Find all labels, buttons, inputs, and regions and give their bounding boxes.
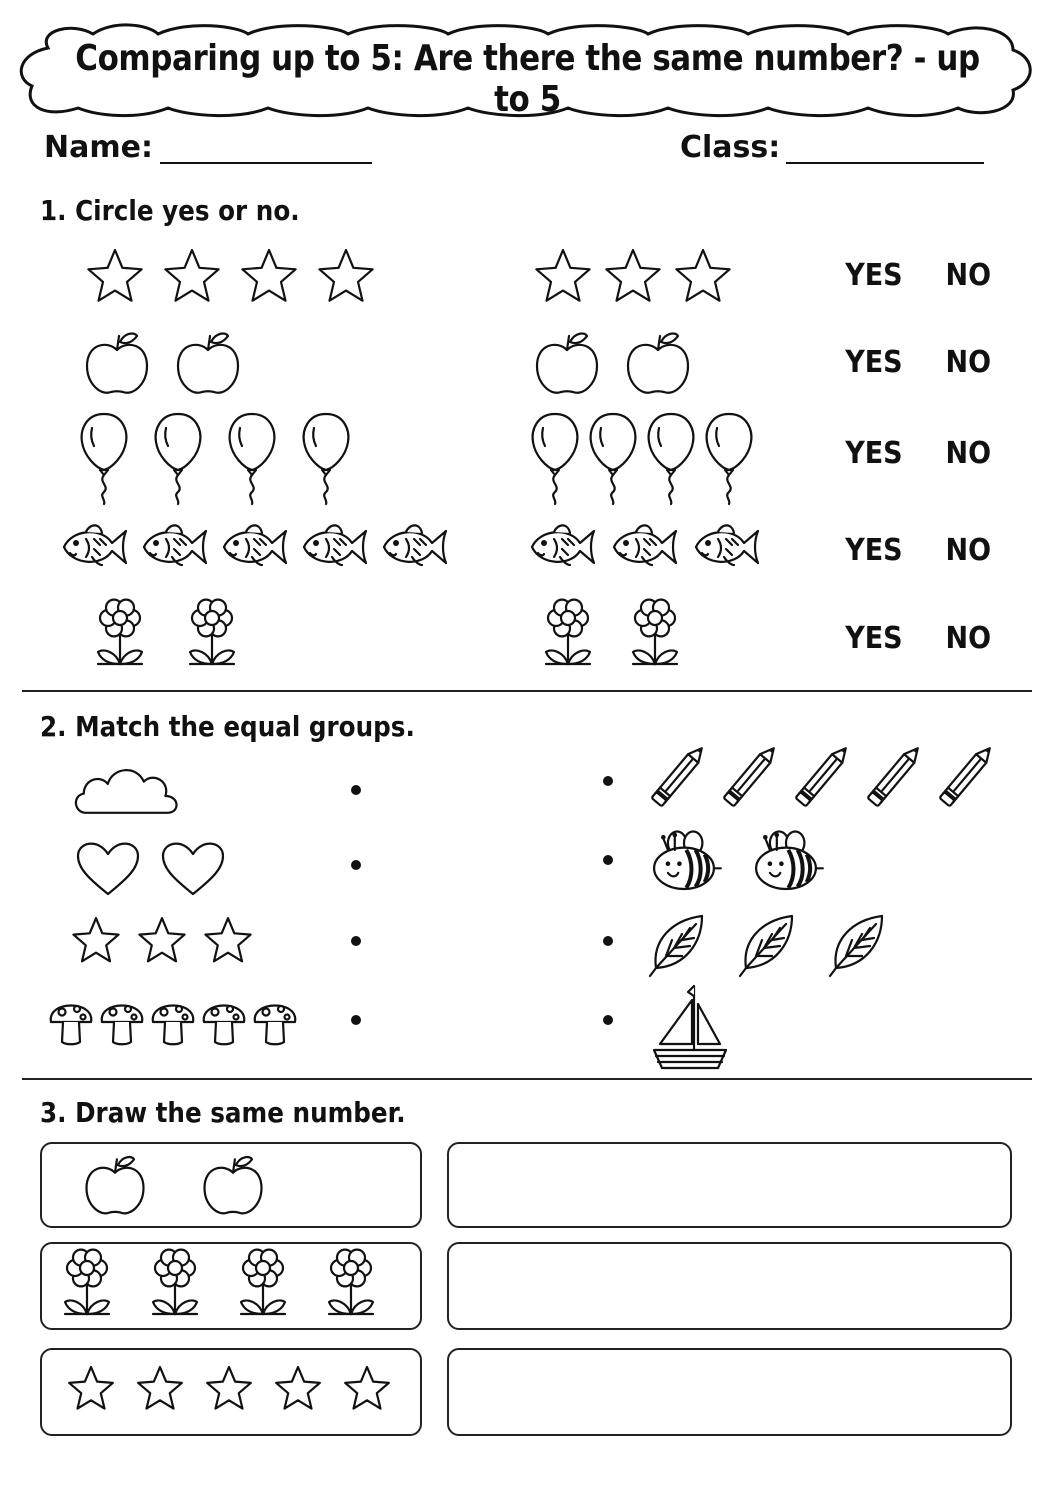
- pencil-icon: [867, 744, 922, 806]
- match-dot-left-2[interactable]: [351, 860, 361, 870]
- balloon-icon: [649, 414, 694, 504]
- fish-icon: [384, 525, 446, 565]
- flower-icon: [633, 600, 677, 664]
- bee-icon: [654, 832, 721, 890]
- no-option-row1[interactable]: NO: [945, 258, 992, 293]
- sailboat-icon: [654, 986, 726, 1068]
- heart-icon: [78, 844, 138, 894]
- fish-icon: [304, 525, 366, 565]
- fish-icon: [64, 525, 126, 565]
- match-dot-left-3[interactable]: [351, 936, 361, 946]
- yes-option-row1[interactable]: YES: [845, 258, 903, 293]
- yes-option-row4[interactable]: YES: [845, 533, 903, 568]
- no-option-row2[interactable]: NO: [945, 345, 992, 380]
- yes-option-row5[interactable]: YES: [845, 621, 903, 656]
- star-icon: [73, 918, 118, 961]
- match-dot-right-1[interactable]: [603, 776, 613, 786]
- star-icon: [165, 250, 218, 301]
- star-icon: [319, 250, 372, 301]
- section3-heading: 3. Draw the same number.: [40, 1096, 406, 1129]
- model-box-1: [40, 1142, 422, 1228]
- page-title: Comparing up to 5: Are there the same number? - up to 5: [75, 38, 980, 120]
- bee-icon: [756, 832, 823, 890]
- apple-icon: [178, 334, 238, 393]
- match-dot-right-3[interactable]: [603, 936, 613, 946]
- model-box-3: [40, 1348, 422, 1436]
- balloon-icon: [533, 414, 578, 504]
- draw-box-2[interactable]: [447, 1242, 1012, 1330]
- flower-icon: [546, 600, 590, 664]
- section-divider: [22, 690, 1032, 692]
- leaf-icon: [830, 916, 882, 976]
- match-dot-left-4[interactable]: [351, 1015, 361, 1025]
- star-icon: [242, 250, 295, 301]
- fish-icon: [144, 525, 206, 565]
- mushroom-icon: [255, 1006, 295, 1045]
- match-dot-right-2[interactable]: [603, 855, 613, 865]
- leaf-icon: [650, 916, 702, 976]
- fish-icon: [696, 525, 758, 565]
- balloon-icon: [230, 414, 275, 504]
- draw-box-1[interactable]: [447, 1142, 1012, 1228]
- class-label: Class:: [680, 130, 781, 165]
- mushroom-icon: [51, 1006, 91, 1045]
- heart-icon: [163, 844, 223, 894]
- name-field[interactable]: [160, 162, 372, 164]
- fish-icon: [224, 525, 286, 565]
- no-option-row3[interactable]: NO: [945, 436, 992, 471]
- fish-icon: [532, 525, 594, 565]
- no-option-row5[interactable]: NO: [945, 621, 992, 656]
- pencil-icon: [651, 744, 706, 806]
- mushroom-icon: [153, 1006, 193, 1045]
- star-icon: [606, 250, 659, 301]
- apple-icon: [87, 334, 147, 393]
- star-icon: [676, 250, 729, 301]
- no-option-row4[interactable]: NO: [945, 533, 992, 568]
- star-icon: [88, 250, 141, 301]
- model-box-2: [40, 1242, 422, 1330]
- fish-icon: [614, 525, 676, 565]
- star-icon: [139, 918, 184, 961]
- star-icon: [205, 918, 250, 961]
- class-field[interactable]: [786, 162, 984, 164]
- flower-icon: [98, 600, 142, 664]
- leaf-icon: [740, 916, 792, 976]
- yes-option-row3[interactable]: YES: [845, 436, 903, 471]
- section-divider: [22, 1078, 1032, 1080]
- cloud-icon: [76, 770, 177, 813]
- flower-icon: [190, 600, 234, 664]
- balloon-icon: [304, 414, 349, 504]
- balloon-icon: [707, 414, 752, 504]
- match-dot-left-1[interactable]: [351, 785, 361, 795]
- draw-box-3[interactable]: [447, 1348, 1012, 1436]
- balloon-icon: [82, 414, 127, 504]
- section2-heading: 2. Match the equal groups.: [40, 710, 415, 743]
- balloon-icon: [156, 414, 201, 504]
- match-dot-right-4[interactable]: [603, 1015, 613, 1025]
- star-icon: [536, 250, 589, 301]
- balloon-icon: [591, 414, 636, 504]
- name-label: Name:: [44, 130, 153, 165]
- pencil-icon: [939, 744, 994, 806]
- yes-option-row2[interactable]: YES: [845, 345, 903, 380]
- apple-icon: [628, 334, 688, 393]
- mushroom-icon: [204, 1006, 244, 1045]
- pencil-icon: [723, 744, 778, 806]
- apple-icon: [537, 334, 597, 393]
- mushroom-icon: [102, 1006, 142, 1045]
- pencil-icon: [795, 744, 850, 806]
- section1-heading: 1. Circle yes or no.: [40, 194, 300, 227]
